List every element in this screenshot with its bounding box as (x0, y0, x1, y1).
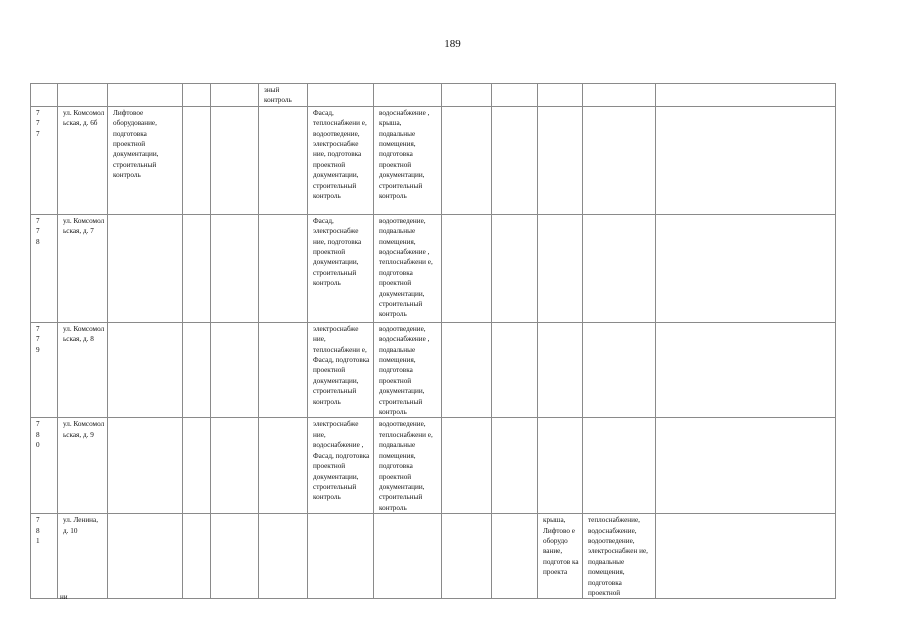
works-cell (583, 214, 656, 322)
footer-text: ни (60, 593, 68, 601)
address-cell: ул. Комсомол ьская, д. 7 (58, 214, 108, 322)
works-cell: теплоснабжение, водоснабжение, водоотведение, электроснабжен ие, подвальные помещения, подготовка проектной (583, 514, 656, 599)
works-cell (108, 418, 183, 514)
works-cell (538, 322, 583, 418)
works-cell (108, 514, 183, 599)
works-cell: водоснабжение , крыша, подвальные помещения, подготовка проектной документации, строительный контроль (374, 106, 442, 214)
works-cell (538, 106, 583, 214)
works-cell: водоотведение, теплоснабжени е, подвальные помещения, подготовка проектной документации, строительный контроль (374, 418, 442, 514)
continuation-cell: зный контроль (259, 84, 308, 107)
row-number: 7 7 7 (31, 106, 58, 214)
works-cell (538, 418, 583, 514)
works-cell: водоотведение, подвальные помещения, водоснабжение , теплоснабжени е, подготовка проектной документации, строительный контроль (374, 214, 442, 322)
works-cell: Лифтовое оборудование, подготовка проектной документации, строительный контроль (108, 106, 183, 214)
works-table (30, 83, 836, 599)
works-cell (583, 322, 656, 418)
table-row (31, 514, 836, 599)
works-cell: Фасад, теплоснабжени е, водоотведение, электроснабже ние, подготовка проектной документации, строительный контроль (308, 106, 374, 214)
works-cell (308, 514, 374, 599)
works-cell (108, 214, 183, 322)
works-cell (538, 214, 583, 322)
works-cell (583, 418, 656, 514)
works-cell: электроснабже ние, теплоснабжени е, Фасад, подготовка проектной документации, строительный контроль (308, 322, 374, 418)
address-cell: ул. Ленина, д. 10 (58, 514, 108, 599)
table-row (31, 322, 836, 418)
row-number: 7 8 1 (31, 514, 58, 599)
continuation-row (31, 84, 836, 107)
page-number: 189 (444, 38, 461, 50)
works-cell: водоотведение, водоснабжение , подвальные помещения, подготовка проектной документации, строительный контроль (374, 322, 442, 418)
table-row (31, 418, 836, 514)
works-cell: крыша, Лифтово е оборудо вание, подготов ка проекта (538, 514, 583, 599)
address-cell: ул. Комсомол ьская, д. 6б (58, 106, 108, 214)
row-number: 7 7 9 (31, 322, 58, 418)
row-number: 7 7 8 (31, 214, 58, 322)
works-cell (374, 514, 442, 599)
table-row (31, 214, 836, 322)
works-cell (108, 322, 183, 418)
address-cell: ул. Комсомол ьская, д. 8 (58, 322, 108, 418)
works-cell (583, 106, 656, 214)
works-cell: электроснабже ние, водоснабжение , Фасад, подготовка проектной документации, строительный контроль (308, 418, 374, 514)
table-row (31, 106, 836, 214)
address-cell: ул. Комсомол ьская, д. 9 (58, 418, 108, 514)
row-number: 7 8 0 (31, 418, 58, 514)
works-cell: Фасад, электроснабже ние, подготовка проектной документации, строительный контроль (308, 214, 374, 322)
